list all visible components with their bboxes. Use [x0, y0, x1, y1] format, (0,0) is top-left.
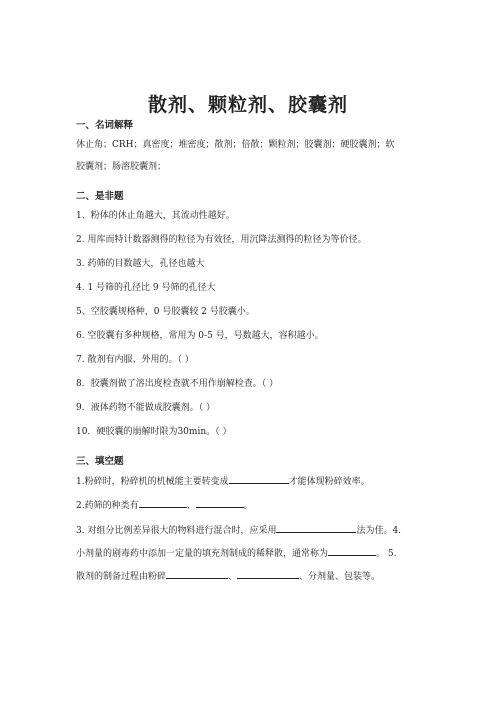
- fill-in-question-4: [76, 544, 434, 564]
- true-false-item: 3. 药筛的目数越大，孔径也越大: [76, 259, 205, 269]
- true-false-item: 1、粉体的休止角越大，其流动性越好。: [76, 211, 235, 221]
- true-false-item: 10．硬胶囊的崩解时限为30min。（ ）: [76, 427, 232, 437]
- section-heading-fill-in: 三、填空题: [76, 456, 124, 467]
- question-text: 2.药筛的种类有: [76, 501, 139, 511]
- answer-blank[interactable]: [328, 544, 376, 556]
- question-text: 、: [228, 572, 238, 582]
- true-false-item: 7. 散剂有内服、外用的。（ ）: [76, 355, 194, 365]
- question-text: 、分剂量、包装等。: [299, 572, 381, 582]
- answer-blank[interactable]: [229, 472, 289, 484]
- question-text: 、: [186, 501, 196, 511]
- true-false-item: 4. 1 号筛的孔径比 9 号筛的孔径大: [76, 283, 216, 293]
- question-text: 3. 对组分比例差异很大的物料进行混合时，应采用: [76, 526, 277, 536]
- true-false-item: 5、空胶囊规格种，0 号胶囊较 2 号胶囊小。: [76, 307, 255, 317]
- section-heading-definitions: 一、名词解释: [76, 120, 134, 131]
- question-text: 法为佳。4.: [356, 526, 402, 536]
- fill-in-question-3: [76, 521, 434, 541]
- true-false-item: 9．液体药物不能做成胶囊剂。（ ）: [76, 403, 216, 413]
- question-text: 小剂量的剧毒药中添加一定量的填充剂制成的稀释散，通常称为: [76, 549, 329, 559]
- question-text: 散剂的制备过程由粉碎: [76, 572, 167, 582]
- definitions-line-1: 休止角；CRH；真密度；堆密度；散剂；倍散；颗粒剂；胶囊剂；硬胶囊剂；软: [76, 140, 395, 150]
- fill-in-question-2: [76, 496, 434, 516]
- question-text: 1.粉碎时，粉碎机的机械能主要转变成: [76, 477, 229, 487]
- definitions-line-2: 胶囊剂；肠溶胶囊剂；: [76, 162, 167, 172]
- answer-blank[interactable]: [276, 521, 356, 533]
- question-text: 才能体现粉碎效率。: [288, 477, 370, 487]
- section-heading-true-false: 二、是非题: [76, 191, 124, 202]
- fill-in-question-1: [76, 472, 434, 492]
- question-text: 。: [243, 501, 253, 511]
- answer-blank[interactable]: [196, 496, 244, 508]
- true-false-item: 2. 用库而特计数器测得的粒径为有效径，用沉降法测得的粒径为等价径。: [76, 235, 367, 245]
- answer-blank[interactable]: [139, 496, 187, 508]
- true-false-item: 8．胶囊剂做了溶出度检查就不用作崩解检查。（ ）: [76, 379, 279, 389]
- page-title: 散剂、颗粒剂、胶囊剂: [147, 94, 348, 116]
- answer-blank[interactable]: [166, 567, 228, 579]
- question-text: 。 5.: [376, 549, 397, 559]
- true-false-item: 6. 空胶囊有多种规格，常用为 0-5 号，号数越大，容积越小。: [76, 331, 324, 341]
- fill-in-question-5: [76, 567, 434, 587]
- answer-blank[interactable]: [237, 567, 299, 579]
